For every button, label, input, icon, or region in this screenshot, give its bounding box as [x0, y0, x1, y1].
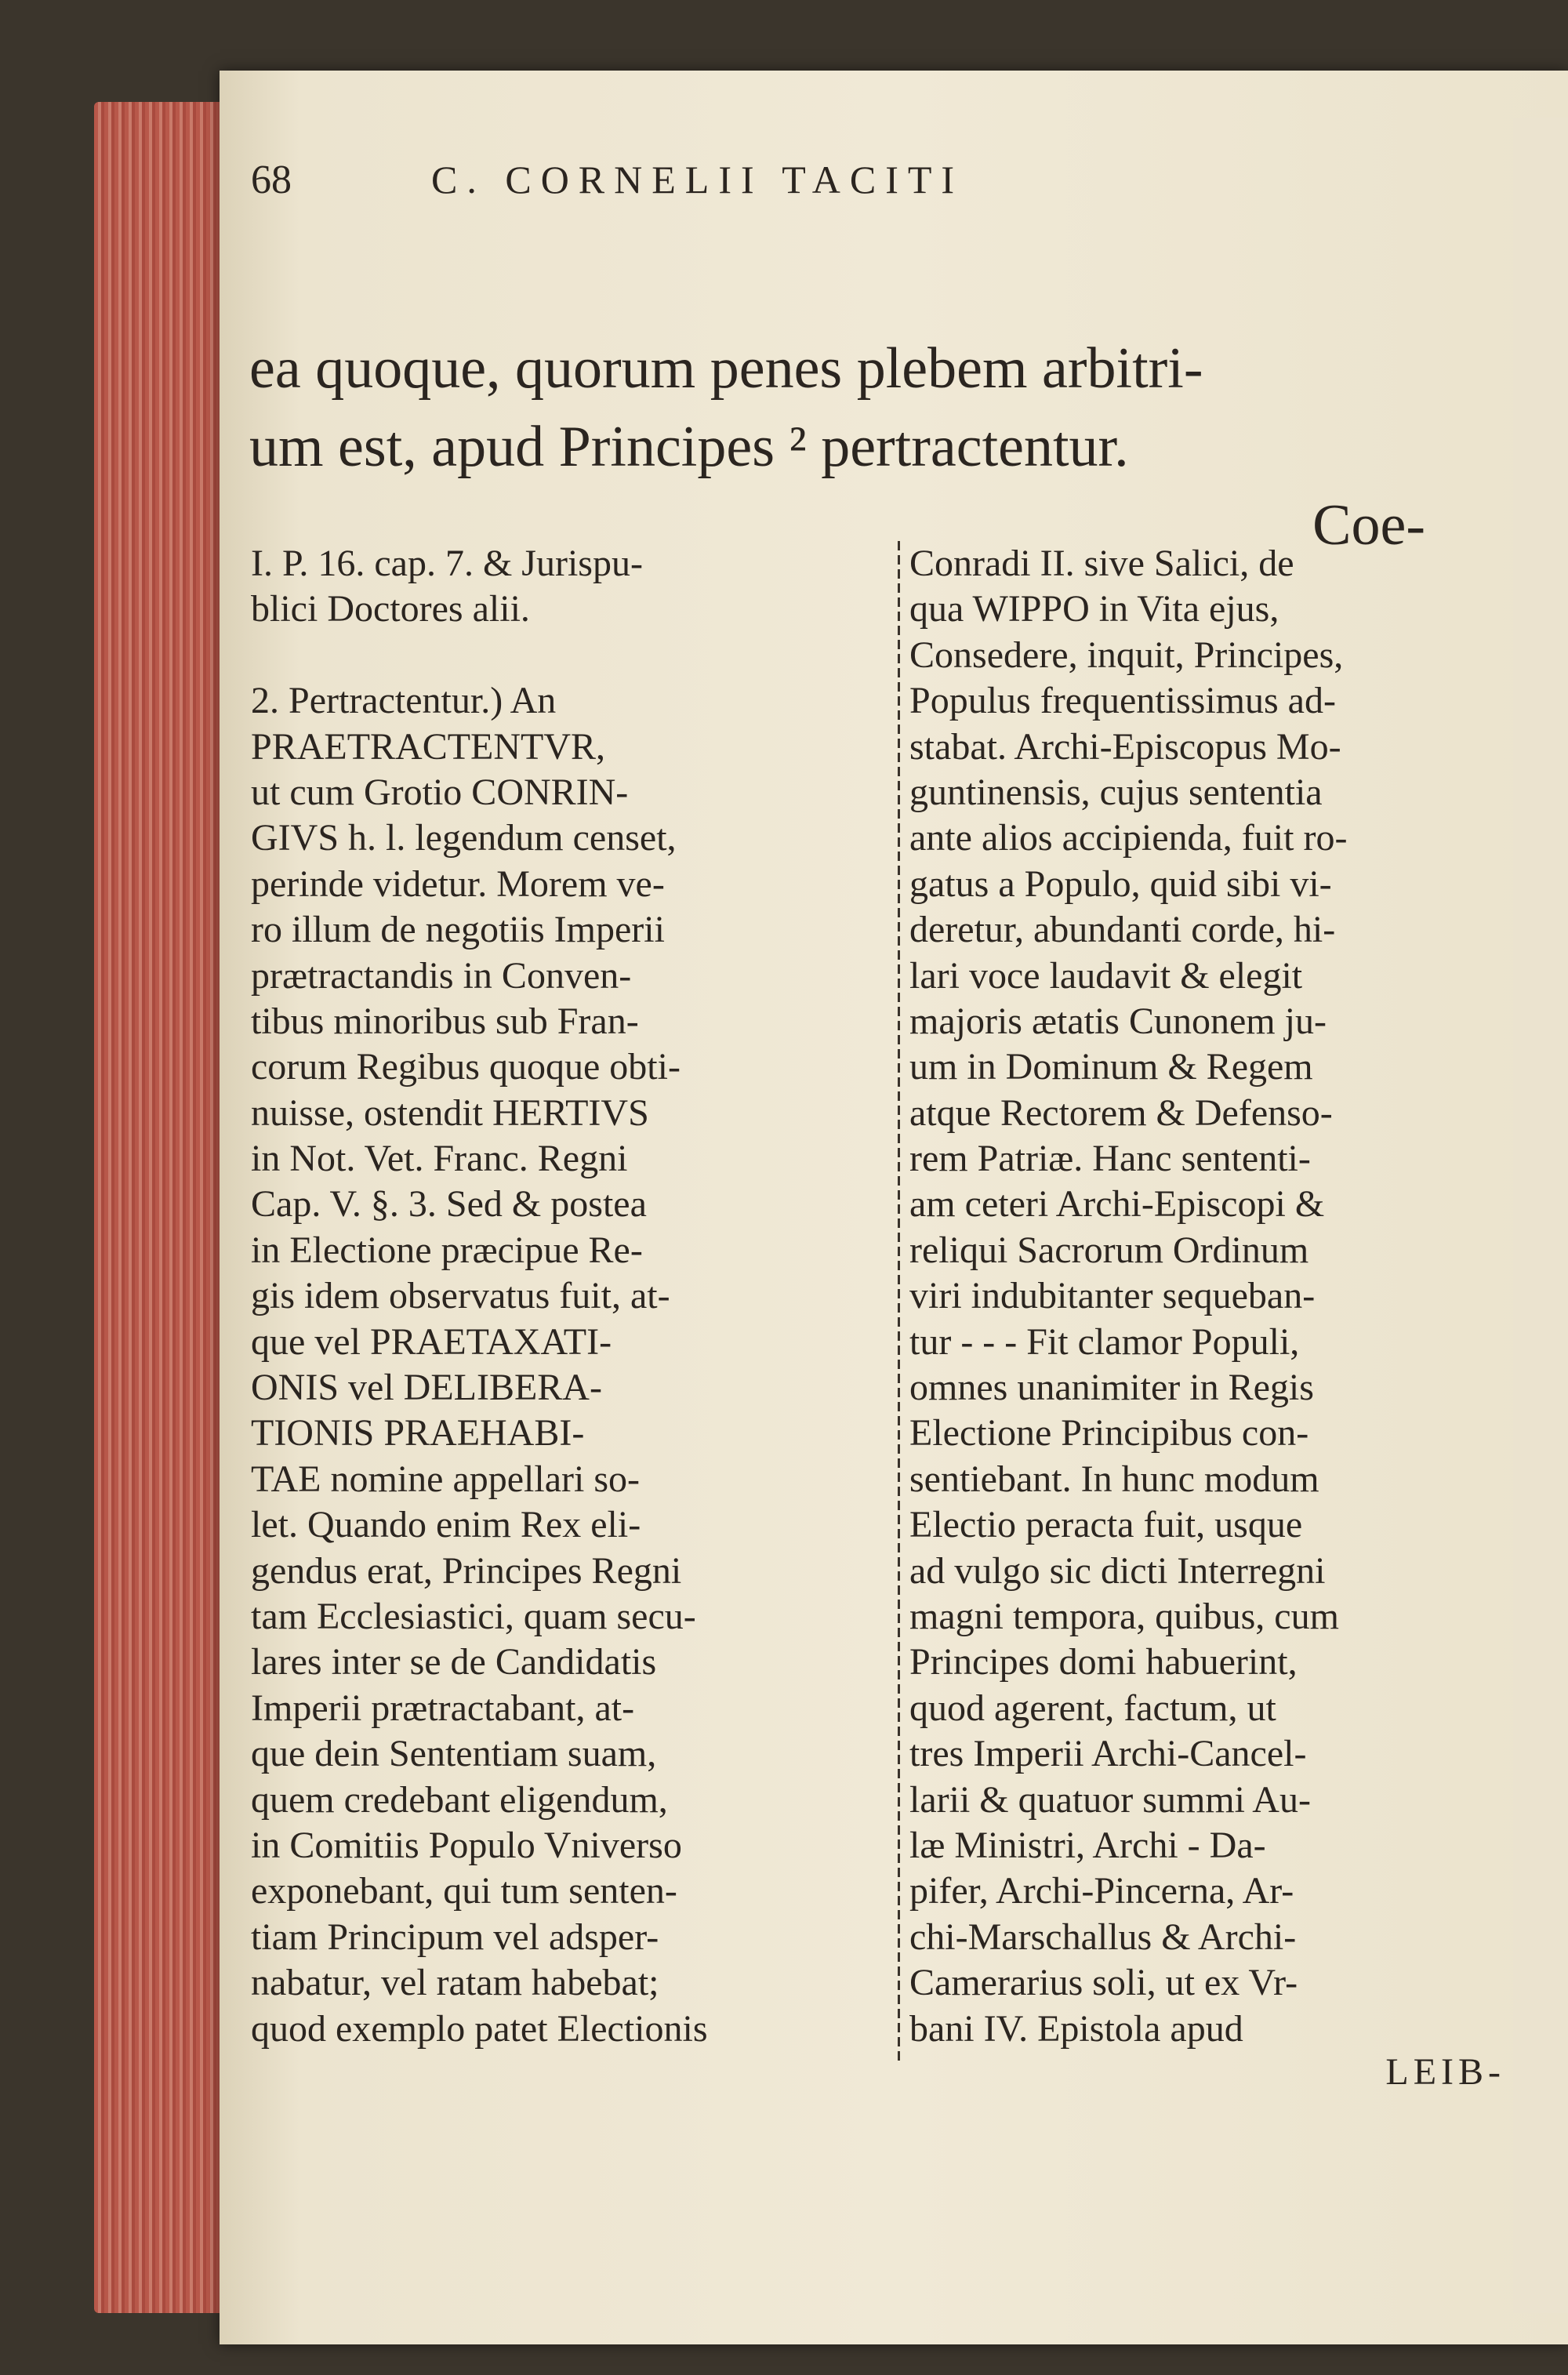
- footnote-line: quod exemplo patet Electionis: [251, 2007, 708, 2050]
- footnote-line: Electione Principibus con-: [909, 1412, 1309, 1454]
- footnote-line: gatus a Populo, quid sibi vi-: [909, 862, 1332, 905]
- page-edges: [94, 102, 227, 2313]
- footnote-line: tur - - - Fit clamor Populi,: [909, 1320, 1300, 1363]
- footnote-line: que vel PRAETAXATI-: [251, 1320, 612, 1363]
- footnote-line: tam Ecclesiastici, quam secu-: [251, 1595, 696, 1637]
- footnote-line: magni tempora, quibus, cum: [909, 1595, 1339, 1637]
- footnote-line: sentiebant. In hunc modum: [909, 1458, 1319, 1500]
- footnote-line: nuisse, ostendit HERTIVS: [251, 1091, 649, 1134]
- footnote-line: qua WIPPO in Vita ejus,: [909, 588, 1279, 630]
- footnote-line: pifer, Archi-Pincerna, Ar-: [909, 1870, 1294, 1912]
- main-text-line: Coe-: [1312, 493, 1425, 557]
- footnote-line: bani IV. Epistola apud: [909, 2007, 1243, 2050]
- footnote-line: TIONIS PRAEHABI-: [251, 1412, 585, 1454]
- footnote-line: nabatur, vel ratam habebat;: [251, 1962, 659, 2004]
- footnote-line: I. P. 16. cap. 7. & Jurispu-: [251, 543, 643, 584]
- footnote-line: Camerarius soli, ut ex Vr-: [909, 1962, 1298, 2004]
- footnote-line: tres Imperii Archi-Cancel-: [909, 1733, 1307, 1775]
- main-text-line: ea quoque, quorum penes plebem arbitri-: [249, 336, 1203, 401]
- footnote-line: am ceteri Archi-Episcopi &: [909, 1183, 1325, 1226]
- footnote-line: ro illum de negotiis Imperii: [251, 909, 665, 951]
- footnote-line: blici Doctores alii.: [251, 588, 530, 630]
- footnote-line: tibus minoribus sub Fran-: [251, 1000, 639, 1042]
- facing-page-edge: [1513, 118, 1568, 2313]
- main-text-line: um est, apud Principes ² pertractentur.: [249, 415, 1129, 479]
- footnote-line: atque Rectorem & Defenso-: [909, 1091, 1333, 1134]
- footnote-line: Imperii prætractabant, at-: [251, 1687, 635, 1729]
- footnote-line: Populus frequentissimus ad-: [909, 680, 1336, 722]
- footnote-line: 2. Pertractentur.) An: [251, 680, 557, 722]
- footnote-line: TAE nomine appellari so-: [251, 1458, 641, 1500]
- footnote-line: chi-Marschallus & Archi-: [909, 1916, 1297, 1958]
- footnote-line: um in Dominum & Regem: [909, 1046, 1313, 1088]
- footnote-left-column: [251, 541, 847, 2052]
- footnote-line: majoris ætatis Cunonem ju-: [909, 1000, 1327, 1042]
- footnote-line: exponebant, qui tum senten-: [251, 1870, 677, 1912]
- footnote-line: in Electione præcipue Re-: [251, 1229, 643, 1271]
- running-title: C. CORNELII TACITI: [431, 158, 964, 202]
- footnote-line: Principes domi habuerint,: [909, 1641, 1298, 1683]
- footnote-line: læ Ministri, Archi - Da-: [909, 1824, 1266, 1866]
- catchword: LEIB-: [1385, 2051, 1505, 2093]
- footnote-line: PRAETRACTENTVR,: [251, 725, 606, 768]
- footnote-line: quod agerent, factum, ut: [909, 1687, 1276, 1729]
- footnote-line: gendus erat, Principes Regni: [251, 1549, 682, 1592]
- footnote-line: quem credebant eligendum,: [251, 1778, 668, 1821]
- footnote-line: let. Quando enim Rex eli-: [251, 1504, 641, 1546]
- footnote-line: Electio peracta fuit, usque: [909, 1504, 1303, 1546]
- footnote-line: ante alios accipienda, fuit ro-: [909, 817, 1348, 859]
- footnote-line: [251, 633, 847, 678]
- footnote-line: prætractandis in Conven-: [251, 954, 632, 997]
- footnote-line: Cap. V. §. 3. Sed & postea: [251, 1183, 647, 1226]
- footnote-line: rem Patriæ. Hanc sententi-: [909, 1138, 1311, 1180]
- footnote-line: larii & quatuor summi Au-: [909, 1778, 1311, 1821]
- footnote-line: ut cum Grotio CONRIN-: [251, 771, 629, 813]
- footnote-line: lari voce laudavit & elegit: [909, 954, 1303, 997]
- footnote-line: viri indubitanter sequeban-: [909, 1275, 1316, 1317]
- footnote-line: guntinensis, cujus sententia: [909, 771, 1323, 813]
- footnote-line: omnes unanimiter in Regis: [909, 1367, 1314, 1409]
- footnote-line: Consedere, inquit, Principes,: [909, 634, 1344, 676]
- main-text: [249, 329, 1425, 565]
- footnote-line: ONIS vel DELIBERA-: [251, 1367, 602, 1409]
- footnote-line: stabat. Archi-Episcopus Mo-: [909, 725, 1341, 768]
- footnote-line: ad vulgo sic dicti Interregni: [909, 1549, 1326, 1592]
- footnote-line: in Comitiis Populo Vniverso: [251, 1824, 682, 1866]
- footnote-line: in Not. Vet. Franc. Regni: [251, 1138, 628, 1180]
- footnote-line: lares inter se de Candidatis: [251, 1641, 657, 1683]
- footnote-line: deretur, abundanti corde, hi-: [909, 909, 1336, 951]
- footnote-line: perinde videtur. Morem ve-: [251, 862, 665, 905]
- footnote-line: Conradi II. sive Salici, de: [909, 543, 1294, 584]
- footnote-line: tiam Principum vel adsper-: [251, 1916, 659, 1958]
- footnote-line: que dein Sententiam suam,: [251, 1733, 657, 1775]
- footnote-line: gis idem observatus fuit, at-: [251, 1275, 670, 1317]
- column-divider: [898, 541, 900, 2062]
- page-number: 68: [251, 158, 292, 202]
- footnote-line: GIVS h. l. legendum censet,: [251, 817, 677, 859]
- footnote-line: reliqui Sacrorum Ordinum: [909, 1229, 1309, 1271]
- footnote-right-column: [909, 541, 1505, 2052]
- page-header: [251, 157, 1427, 212]
- footnote-line: corum Regibus quoque obti-: [251, 1046, 681, 1088]
